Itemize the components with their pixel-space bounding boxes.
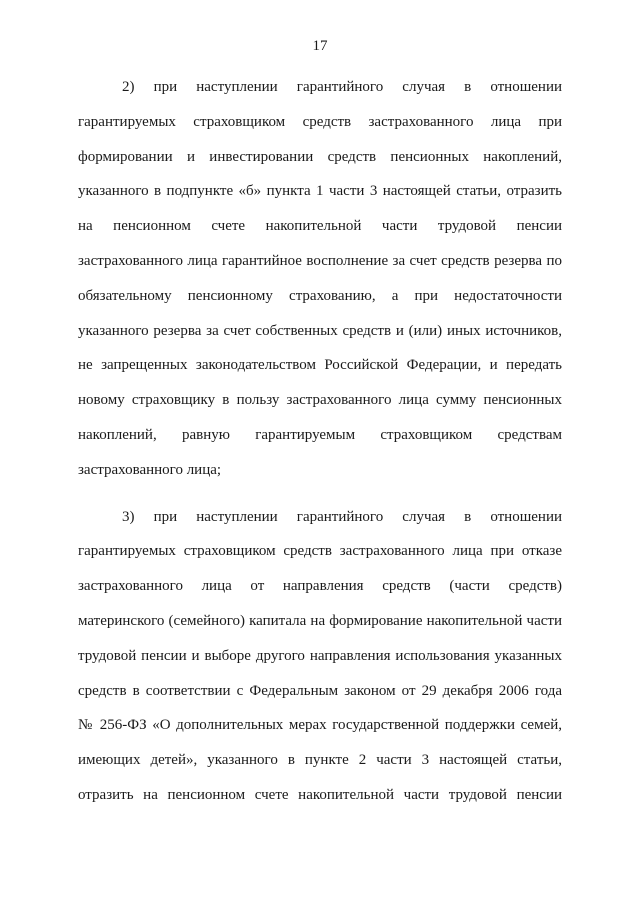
- text-line: трудовой пенсии и выборе другого направления использования указанных: [78, 647, 562, 664]
- text-line: гарантируемых страховщиком средств застрахованного лица при отказе: [78, 543, 562, 560]
- text-line: № 256-ФЗ «О дополнительных мерах государственной поддержки семей,: [78, 717, 562, 734]
- text-line: гарантируемых страховщиком средств застрахованного лица при: [78, 113, 562, 130]
- text-line: средств в соответствии с Федеральным законом от 29 декабря 2006 года: [78, 682, 562, 699]
- text-line: застрахованного лица гарантийное восполнение за счет средств резерва по: [78, 252, 562, 269]
- text-line: 2) при наступлении гарантийного случая в отношении: [122, 79, 562, 95]
- text-line: 3) при наступлении гарантийного случая в отношении: [122, 508, 562, 525]
- paragraph-item-3: [78, 500, 562, 813]
- text-line: обязательному пенсионному страхованию, а при недостаточности: [78, 287, 562, 304]
- page-number: 17: [312, 38, 328, 54]
- paragraph-item-2: [78, 70, 562, 488]
- text-line: указанного в подпункте «б» пункта 1 части 3 настоящей статьи, отразить: [78, 183, 562, 200]
- text-line: застрахованного лица;: [78, 461, 222, 478]
- text-line: накоплений, равную гарантируемым страховщиком средствам: [78, 426, 562, 443]
- text-line: формировании и инвестировании средств пенсионных накоплений,: [78, 148, 562, 165]
- text-line: на пенсионном счете накопительной части трудовой пенсии: [78, 218, 562, 235]
- text-line: указанного резерва за счет собственных средств и (или) иных источников,: [78, 322, 562, 339]
- text-line: новому страховщику в пользу застрахованного лица сумму пенсионных: [78, 392, 562, 409]
- text-line: имеющих детей», указанного в пункте 2 части 3 настоящей статьи,: [78, 752, 562, 769]
- text-line: материнского (семейного) капитала на формирование накопительной части: [78, 612, 562, 629]
- text-line: не запрещенных законодательством Российской Федерации, и передать: [78, 357, 562, 374]
- text-line: застрахованного лица от направления средств (части средств): [78, 578, 562, 595]
- document-body: [78, 70, 562, 813]
- text-line: отразить на пенсионном счете накопительной части трудовой пенсии: [78, 786, 562, 803]
